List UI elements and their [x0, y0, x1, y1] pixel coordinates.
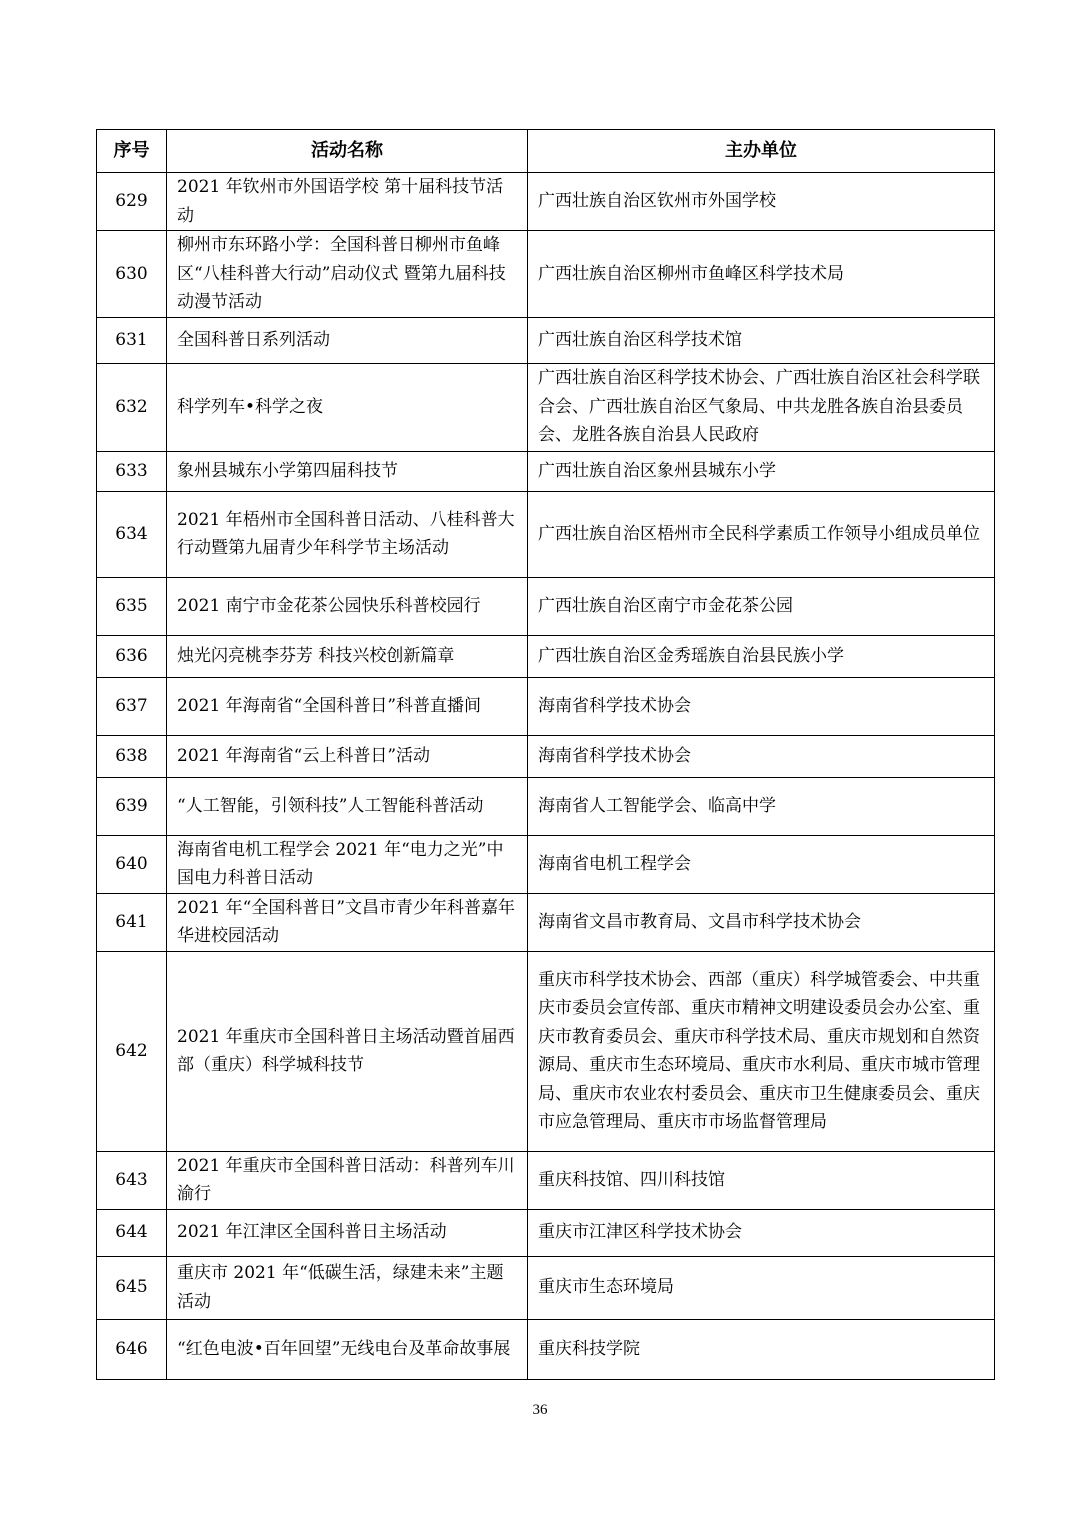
row-activity-name: “人工智能，引领科技”人工智能科普活动	[167, 777, 528, 835]
table-row	[97, 317, 995, 363]
row-organizer: 重庆市生态环境局	[528, 1256, 995, 1319]
row-organizer: 海南省文昌市教育局、文昌市科学技术协会	[528, 893, 995, 951]
row-serial-number: 645	[97, 1256, 167, 1319]
table-row	[97, 1209, 995, 1256]
row-activity-name: 2021 年梧州市全国科普日活动、八桂科普大行动暨第九届青少年科学节主场活动	[167, 491, 528, 577]
row-organizer: 重庆市科学技术协会、西部（重庆）科学城管委会、中共重庆市委员会宣传部、重庆市精神文明建设委员会办公室、重庆市教育委员会、重庆市科学技术局、重庆市规划和自然资源局、重庆市生态环境局、重庆市水利局、重庆市城市管理局、重庆市农业农村委员会、重庆市卫生健康委员会、重庆市应急管理局、重庆市市场监督管理局	[528, 951, 995, 1151]
row-organizer: 海南省科学技术协会	[528, 735, 995, 777]
row-activity-name: 海南省电机工程学会 2021 年“电力之光”中国电力科普日活动	[167, 835, 528, 893]
table-body	[97, 173, 995, 1380]
header-organizer: 主办单位	[528, 130, 995, 173]
page-number: 36	[532, 1402, 548, 1418]
table-row	[97, 451, 995, 491]
row-organizer: 广西壮族自治区柳州市鱼峰区科学技术局	[528, 231, 995, 318]
row-organizer: 重庆科技馆、四川科技馆	[528, 1151, 995, 1209]
row-organizer: 广西壮族自治区科学技术协会、广西壮族自治区社会科学联合会、广西壮族自治区气象局、中共龙胜各族自治县委员会、龙胜各族自治县人民政府	[528, 363, 995, 451]
row-organizer: 广西壮族自治区梧州市全民科学素质工作领导小组成员单位	[528, 491, 995, 577]
row-activity-name: 2021 年江津区全国科普日主场活动	[167, 1209, 528, 1256]
row-serial-number: 644	[97, 1209, 167, 1256]
table-row	[97, 1319, 995, 1379]
row-organizer: 海南省电机工程学会	[528, 835, 995, 893]
row-activity-name: 烛光闪亮桃李芬芳 科技兴校创新篇章	[167, 635, 528, 677]
row-organizer: 重庆市江津区科学技术协会	[528, 1209, 995, 1256]
header-row	[97, 130, 995, 173]
table-row	[97, 677, 995, 735]
table-row	[97, 777, 995, 835]
table-row	[97, 951, 995, 1151]
table-row	[97, 231, 995, 318]
row-serial-number: 641	[97, 893, 167, 951]
table-row	[97, 363, 995, 451]
row-serial-number: 637	[97, 677, 167, 735]
table-row	[97, 735, 995, 777]
table-row	[97, 635, 995, 677]
row-organizer: 广西壮族自治区金秀瑶族自治县民族小学	[528, 635, 995, 677]
row-activity-name: 象州县城东小学第四届科技节	[167, 451, 528, 491]
table-row	[97, 577, 995, 635]
row-serial-number: 639	[97, 777, 167, 835]
row-serial-number: 633	[97, 451, 167, 491]
row-organizer: 广西壮族自治区科学技术馆	[528, 317, 995, 363]
row-activity-name: 2021 年重庆市全国科普日主场活动暨首届西部（重庆）科学城科技节	[167, 951, 528, 1151]
row-serial-number: 630	[97, 231, 167, 318]
row-organizer: 广西壮族自治区南宁市金花茶公园	[528, 577, 995, 635]
row-activity-name: 2021 年钦州市外国语学校 第十届科技节活动	[167, 173, 528, 231]
row-organizer: 广西壮族自治区钦州市外国学校	[528, 173, 995, 231]
table-header	[97, 130, 995, 173]
header-serial-number: 序号	[97, 130, 167, 173]
table-row	[97, 173, 995, 231]
row-serial-number: 640	[97, 835, 167, 893]
row-serial-number: 635	[97, 577, 167, 635]
row-organizer: 海南省科学技术协会	[528, 677, 995, 735]
row-activity-name: 2021 南宁市金花茶公园快乐科普校园行	[167, 577, 528, 635]
activity-table	[96, 129, 995, 1380]
table-row	[97, 893, 995, 951]
row-serial-number: 629	[97, 173, 167, 231]
row-activity-name: 2021 年海南省“云上科普日”活动	[167, 735, 528, 777]
row-serial-number: 642	[97, 951, 167, 1151]
row-serial-number: 632	[97, 363, 167, 451]
row-serial-number: 634	[97, 491, 167, 577]
row-serial-number: 643	[97, 1151, 167, 1209]
row-serial-number: 631	[97, 317, 167, 363]
row-organizer: 重庆科技学院	[528, 1319, 995, 1379]
row-serial-number: 646	[97, 1319, 167, 1379]
row-organizer: 海南省人工智能学会、临高中学	[528, 777, 995, 835]
row-activity-name: 柳州市东环路小学：全国科普日柳州市鱼峰区“八桂科普大行动”启动仪式 暨第九届科技动漫节活动	[167, 231, 528, 318]
table-row	[97, 1151, 995, 1209]
row-organizer: 广西壮族自治区象州县城东小学	[528, 451, 995, 491]
row-activity-name: 全国科普日系列活动	[167, 317, 528, 363]
row-activity-name: 2021 年重庆市全国科普日活动：科普列车川渝行	[167, 1151, 528, 1209]
row-activity-name: “红色电波•百年回望”无线电台及革命故事展	[167, 1319, 528, 1379]
header-activity-name: 活动名称	[167, 130, 528, 173]
row-activity-name: 科学列车•科学之夜	[167, 363, 528, 451]
table-row	[97, 491, 995, 577]
table-row	[97, 1256, 995, 1319]
row-activity-name: 2021 年海南省“全国科普日”科普直播间	[167, 677, 528, 735]
table-row	[97, 835, 995, 893]
row-serial-number: 638	[97, 735, 167, 777]
row-activity-name: 重庆市 2021 年“低碳生活，绿建未来”主题活动	[167, 1256, 528, 1319]
row-activity-name: 2021 年“全国科普日”文昌市青少年科普嘉年华进校园活动	[167, 893, 528, 951]
row-serial-number: 636	[97, 635, 167, 677]
